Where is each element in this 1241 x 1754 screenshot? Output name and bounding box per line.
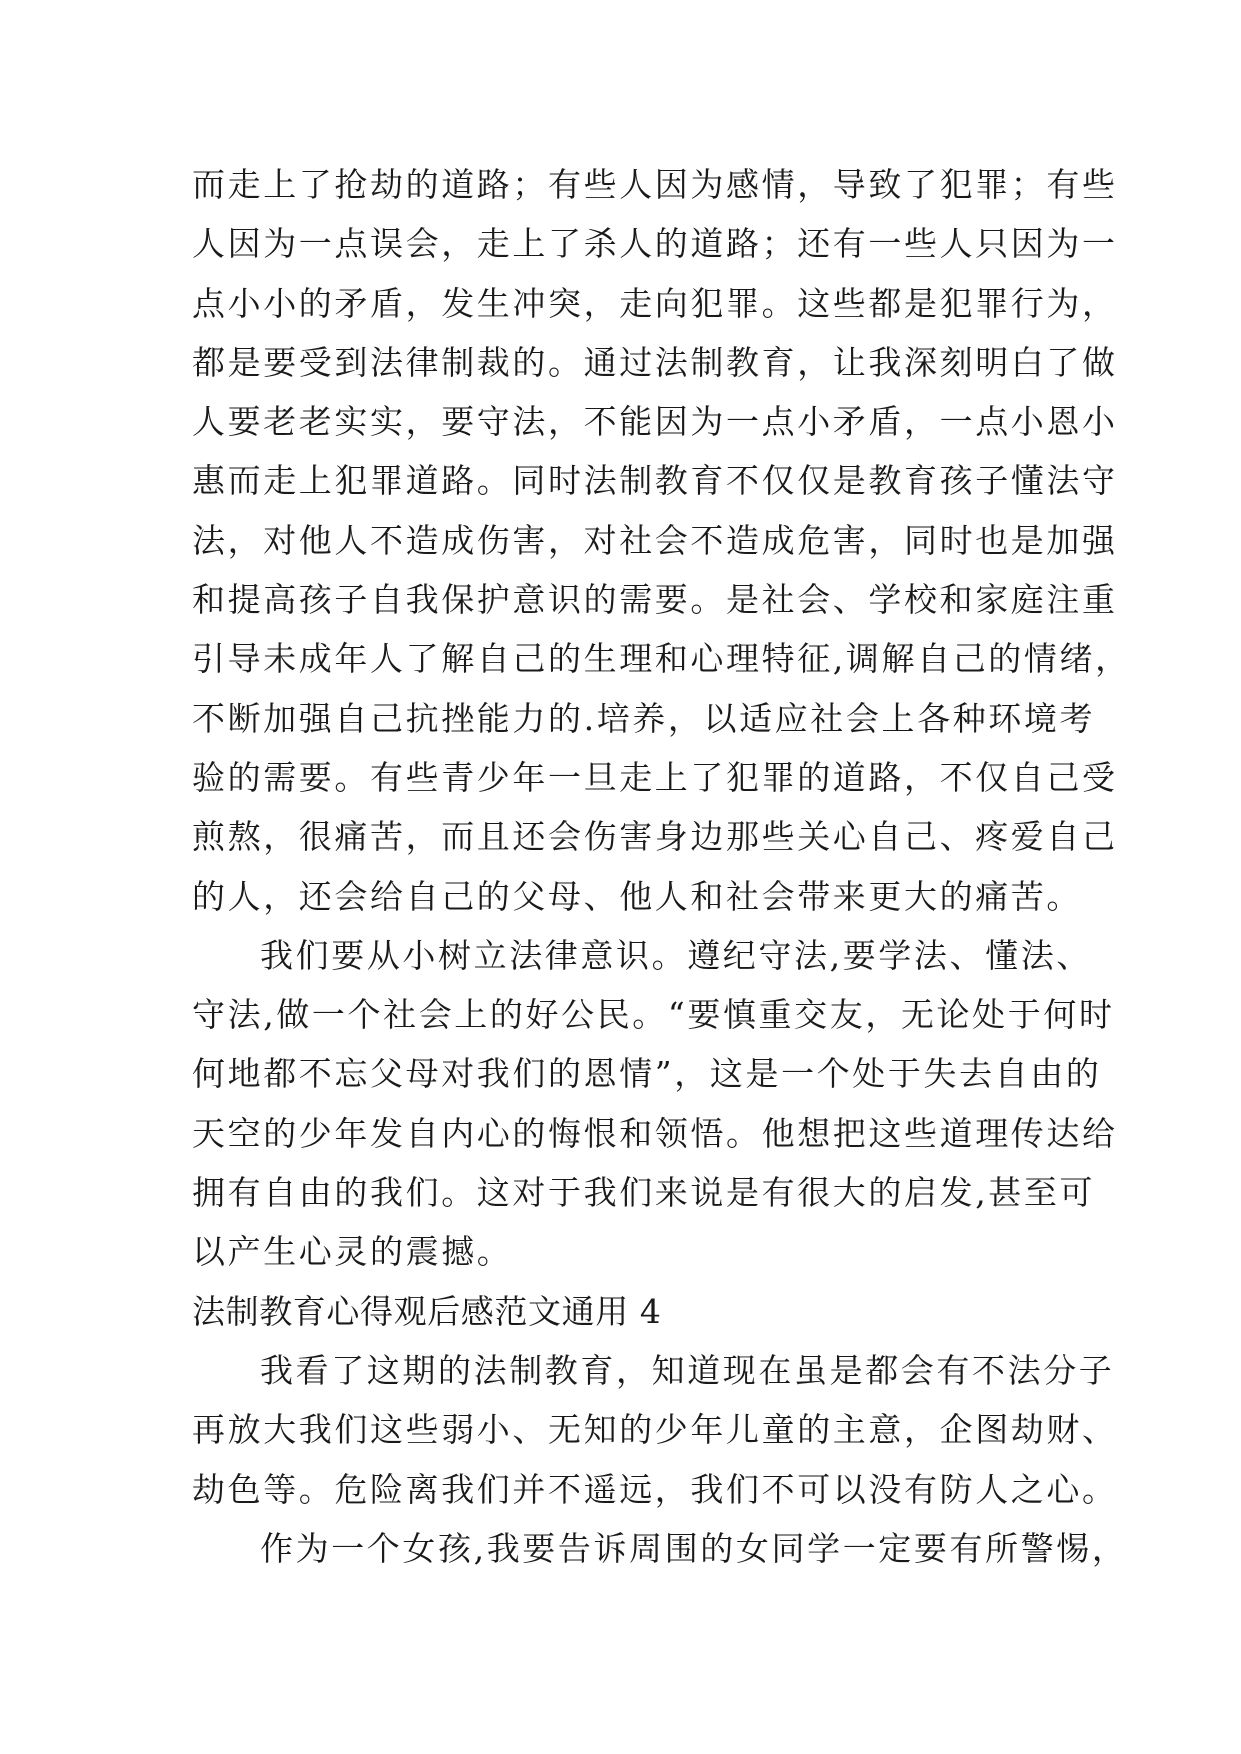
- text-line: 人因为一点误会，走上了杀人的道路；还有一些人只因为一: [192, 224, 1118, 264]
- text-line: 和提高孩子自我保护意识的需要。是社会、学校和家庭注重: [192, 580, 1118, 620]
- text-line: 的人，还会给自己的父母、他人和社会带来更大的痛苦。: [192, 876, 1082, 916]
- text-line: 而走上了抢劫的道路；有些人因为感情，导致了犯罪；有些: [192, 165, 1118, 204]
- text-line: 我看了这期的法制教育，知道现在虽是都会有不法分子: [260, 1350, 1115, 1390]
- text-line: 引导未成年人了解自己的生理和心理特征,调解自己的情绪，: [192, 639, 1131, 679]
- text-line: 我们要从小树立法律意识。遵纪守法,要学法、懂法、: [260, 935, 1092, 975]
- text-line: 人要老老实实，要守法，不能因为一点小矛盾，一点小恩小: [192, 402, 1118, 442]
- text-line: 何地都不忘父母对我们的恩情”，这是一个处于失去自由的: [192, 1054, 1102, 1094]
- text-line: 再放大我们这些弱小、无知的少年儿童的主意，企图劫财、: [192, 1410, 1118, 1450]
- text-line: 验的需要。有些青少年一旦走上了犯罪的道路，不仅自己受: [192, 757, 1118, 797]
- text-line: 点小小的矛盾，发生冲突，走向犯罪。这些都是犯罪行为，: [192, 283, 1118, 323]
- text-line: 劫色等。危险离我们并不遥远，我们不可以没有防人之心。: [192, 1469, 1118, 1509]
- text-line: 不断加强自己抗挫能力的.培养，以适应社会上各种环境考: [192, 698, 1096, 738]
- body-text: [192, 155, 1131, 1578]
- text-line: 以产生心灵的震撼。: [192, 1232, 513, 1272]
- section-heading: 法制教育心得观后感范文通用 4: [192, 1291, 662, 1331]
- text-line: 煎熬，很痛苦，而且还会伤害身边那些关心自己、疼爱自己: [192, 817, 1118, 857]
- text-line: 拥有自由的我们。这对于我们来说是有很大的启发,甚至可: [192, 1173, 1096, 1213]
- text-line: 天空的少年发自内心的悔恨和领悟。他想把这些道理传达给: [192, 1113, 1118, 1153]
- text-line: 惠而走上犯罪道路。同时法制教育不仅仅是教育孩子懂法守: [192, 461, 1118, 501]
- text-line: 作为一个女孩,我要告诉周围的女同学一定要有所警惕，: [260, 1528, 1128, 1568]
- text-line: 守法,做一个社会上的好公民。“要慎重交友，无论处于何时: [192, 995, 1115, 1035]
- text-line: 都是要受到法律制裁的。通过法制教育，让我深刻明白了做: [192, 342, 1118, 382]
- text-line: 法，对他人不造成伤害，对社会不造成危害，同时也是加强: [192, 520, 1118, 560]
